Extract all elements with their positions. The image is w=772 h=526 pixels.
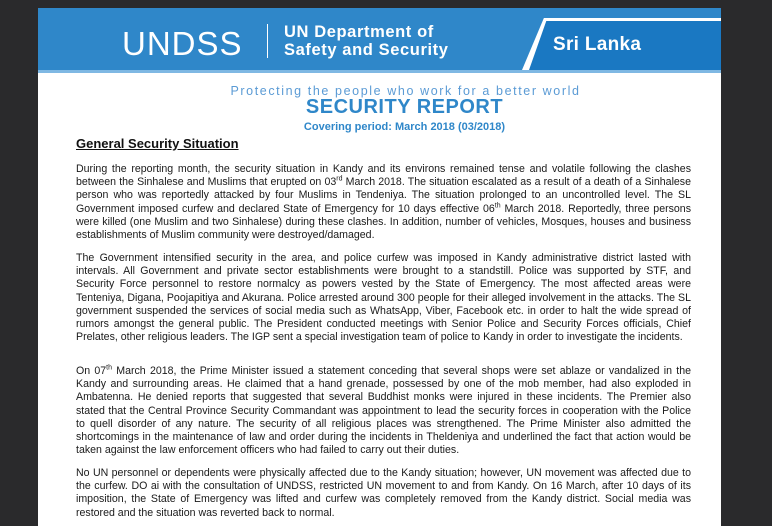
undss-logo: UNDSS <box>122 25 243 62</box>
department-line-2: Safety and Security <box>284 41 449 59</box>
tagline: Protecting the people who work for a better world <box>230 84 581 98</box>
p1-sup-1: rd <box>336 175 343 183</box>
p3-sup: th <box>106 364 113 372</box>
paragraph-1 <box>76 163 691 242</box>
p1-text-b: March 2018. The situation escalated as a result of a death of a Sinhalese person who was reportedly attacked by four Muslims in Tendeniya. The situation prolonged to an uncontrolled level. The SL Government imposed curfew and declared State of Emergency for 10 days effective 06 <box>76 176 691 215</box>
department-line-1: UN Department of <box>284 23 434 41</box>
department-name <box>284 23 449 59</box>
country-name: Sri Lanka <box>553 34 642 55</box>
paragraph-4: No UN personnel or dependents were physically affected due to the Kandy situation; however, UN movement was affected due to the curfew. DO ai with the consultation of UNDSS, restricted UN movement to and from Kandy. On 16 March, after 10 days of its imposition, the State of Emergency was lifted and curfew was completely removed from the Kandy district. Social media was restored and the situation was reverted back to normal. <box>76 467 691 519</box>
paragraph-2: The Government intensified security in the area, and police curfew was imposed in Kandy administrative district lasted with intervals. All Government and private sector establishments were brought to a standstill. Police was supported by STF, and Security Force personnel to restore normalcy as powers vested by the State of Emergency. The most affected areas were Tenteniya, Digana, Poojapitiya and Akurana. Police arrested around 300 people for their alleged involvement in the attacks. The SL government suspended the services of social media such as WhatsApp, Viber, Facebook etc. in order to halt the wide spread of rumors amongst the general public. The President conducted meetings with Senior Police and Security Forces officials, Chief Prelates, other religious leaders. The IGP sent a special investigation team of police to Kandy in order to investigate the incidents. <box>76 252 691 344</box>
p3-text-b: March 2018, the Prime Minister issued a statement conceding that several shops were set ablaze or vandalized in the Kandy and surrounding areas. He claimed that a hand grenade, possessed by one of the mob member, had also exploded in Ambatenna. He denied reports that suggested that several Buddhist monks were injured in these incidents. The Premier also stated that the Central Province Security Commandant was appointment to lead the security forces in cooperation with the Police to quell disorder of any nature. The security of all religious places was strengthened. The Prime Minister also admitted the shortcomings in the maintenance of law and order during the incidents in Theldeniya and underlined the fact that action would be taken against the law enforcement officers who had failed to carry out their duties. <box>76 365 691 457</box>
covering-period: Covering period: March 2018 (03/2018) <box>303 121 506 133</box>
p1-text-a: During the reporting month, the security situation in Kandy and its environs remained tense and volatile following the clashes between the Sinhalese and Muslims that erupted on 03 <box>76 163 691 189</box>
section-heading: General Security Situation <box>76 136 239 151</box>
logo-divider <box>267 24 268 58</box>
paragraph-3 <box>76 365 691 457</box>
banner-accent-line <box>38 70 721 73</box>
p1-sup-2: th <box>494 202 501 210</box>
p3-text-a: On 07 <box>76 365 107 377</box>
report-title: SECURITY REPORT <box>305 96 504 118</box>
document-page <box>38 8 721 526</box>
p1-text-c: March 2018. Reportedly, three persons were killed (one Muslim and two Sinhalese) during these clashes. In addition, number of vehicles, Mosques, houses and business establishments of Muslim community were destroyed/damaged. <box>76 202 691 242</box>
